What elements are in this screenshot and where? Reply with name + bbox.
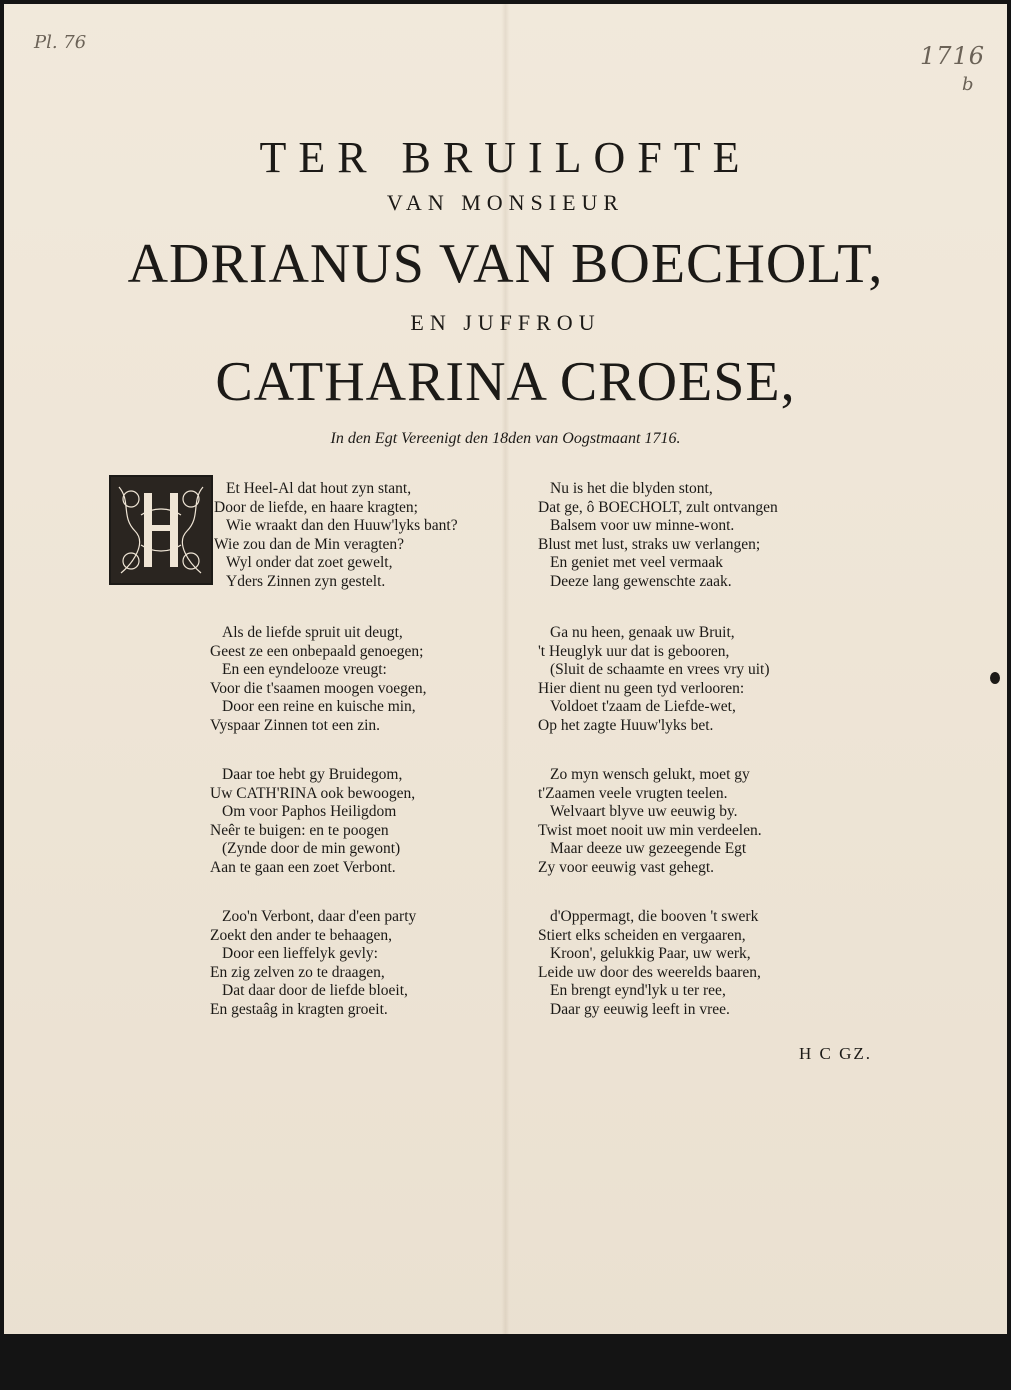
verse-line: Zoo'n Verbont, daar d'een party	[222, 908, 417, 925]
verse-line: En zig zelven zo te draagen,	[210, 963, 385, 981]
stanza-left-3	[210, 766, 415, 877]
verse-line: Kroon', gelukkig Paar, uw werk,	[550, 945, 751, 962]
groom-name: ADRIANUS VAN BOECHOLT,	[127, 233, 884, 295]
verse-line: Wie wraakt dan den Huuw'lyks bant?	[226, 517, 458, 534]
verse-line: Wyl onder dat zoet gewelt,	[226, 554, 393, 571]
verse-line: En gestaâg in kragten groeit.	[210, 1000, 388, 1018]
author-signature: H C GZ.	[799, 1044, 873, 1063]
stanza-left-4	[210, 908, 416, 1019]
verse-line: Door de liefde, en haare kragten;	[214, 498, 418, 516]
verse-line: Neêr te buigen: en te poogen	[210, 821, 389, 839]
title-line-2: VAN MONSIEUR	[386, 190, 625, 215]
verse-line: Uw CATH'RINA ook bewoogen,	[210, 784, 416, 802]
verse-line: t'Zaamen veele vrugten teelen.	[538, 784, 728, 802]
verse-line: En geniet met veel vermaak	[550, 554, 724, 571]
stanza-right-3	[538, 766, 762, 877]
bride-name: CATHARINA CROESE,	[215, 351, 796, 413]
verse-line: Om voor Paphos Heiligdom	[222, 803, 397, 820]
verse-line: Dat ge, ô BOECHOLT, zult ontvangen	[538, 498, 778, 516]
title-line-1: TER BRUILOFTE	[259, 133, 752, 182]
handwritten-year: 1716	[920, 42, 986, 70]
verse-line: En een eyndelooze vreugt:	[222, 661, 387, 678]
verse-line: Hier dient nu geen tyd verlooren:	[538, 679, 745, 697]
stanza-left-2	[210, 624, 426, 735]
verse-line: Daar toe hebt gy Bruidegom,	[222, 766, 403, 783]
stanza-left-1	[214, 480, 458, 591]
dedication-line: In den Egt Vereenigt den 18den van Oogstmaant 1716.	[330, 430, 681, 447]
bottom-strip	[0, 1338, 1011, 1390]
title-line-4: EN JUFFROU	[410, 310, 601, 335]
verse-line: Op het zagte Huuw'lyks bet.	[538, 716, 714, 734]
verse-line: Nu is het die blyden stont,	[550, 480, 713, 497]
verse-line: Door een lieffelyk gevly:	[222, 945, 378, 962]
verse-line: (Zynde door de min gewont)	[222, 840, 401, 857]
verse-line: Et Heel-Al dat hout zyn stant,	[226, 480, 412, 497]
verse-line: Balsem voor uw minne-wont.	[550, 517, 735, 534]
verse-line: Twist moet nooit uw min verdeelen.	[538, 821, 762, 839]
verse-line: Door een reine en kuische min,	[222, 698, 416, 715]
verse-line: Vyspaar Zinnen tot een zin.	[210, 716, 381, 734]
verse-line: Zy voor eeuwig vast gehegt.	[538, 858, 715, 876]
verse-line: Maar deeze uw gezeegende Egt	[550, 840, 747, 857]
verse-line: Aan te gaan een zoet Verbont.	[210, 858, 396, 876]
stanza-right-2	[538, 624, 770, 735]
verse-line: 't Heuglyk uur dat is gebooren,	[538, 642, 730, 660]
handwritten-letter: b	[962, 74, 974, 95]
verse-line: Blust met lust, straks uw verlangen;	[538, 535, 761, 553]
broadside-page	[4, 4, 1007, 1334]
verse-line: d'Oppermagt, die booven 't swerk	[550, 908, 759, 925]
verse-line: Leide uw door des weerelds baaren,	[538, 963, 761, 981]
verse-line: Wie zou dan de Min veragten?	[214, 535, 405, 553]
verse-line: Welvaart blyve uw eeuwig by.	[550, 803, 738, 820]
handwritten-plate-number: Pl. 76	[34, 32, 87, 53]
verse-line: Geest ze een onbepaald genoegen;	[210, 642, 424, 660]
verse-line: Yders Zinnen zyn gestelt.	[226, 572, 386, 590]
verse-line: Voor die t'saamen moogen voegen,	[210, 679, 427, 697]
ornamental-dropcap-H	[109, 475, 213, 585]
verse-line: Zo myn wensch gelukt, moet gy	[550, 766, 750, 783]
verse-line: Voldoet t'zaam de Liefde-wet,	[550, 698, 736, 715]
verse-line: En brengt eynd'lyk u ter ree,	[550, 982, 726, 999]
verse-line: Deeze lang gewenschte zaak.	[550, 572, 732, 590]
stanza-right-1	[538, 480, 778, 591]
verse-line: Dat daar door de liefde bloeit,	[222, 982, 408, 999]
verse-line: Daar gy eeuwig leeft in vree.	[550, 1000, 730, 1018]
ink-blot	[990, 672, 1000, 684]
verse-line: Zoekt den ander te behaagen,	[210, 926, 393, 944]
verse-line: Stiert elks scheiden en vergaaren,	[538, 926, 746, 944]
stanza-right-4	[538, 908, 761, 1019]
verse-line: Als de liefde spruit uit deugt,	[222, 624, 403, 641]
verse-line: Ga nu heen, genaak uw Bruit,	[550, 624, 735, 641]
verse-line: (Sluit de schaamte en vrees vry uit)	[550, 661, 770, 678]
